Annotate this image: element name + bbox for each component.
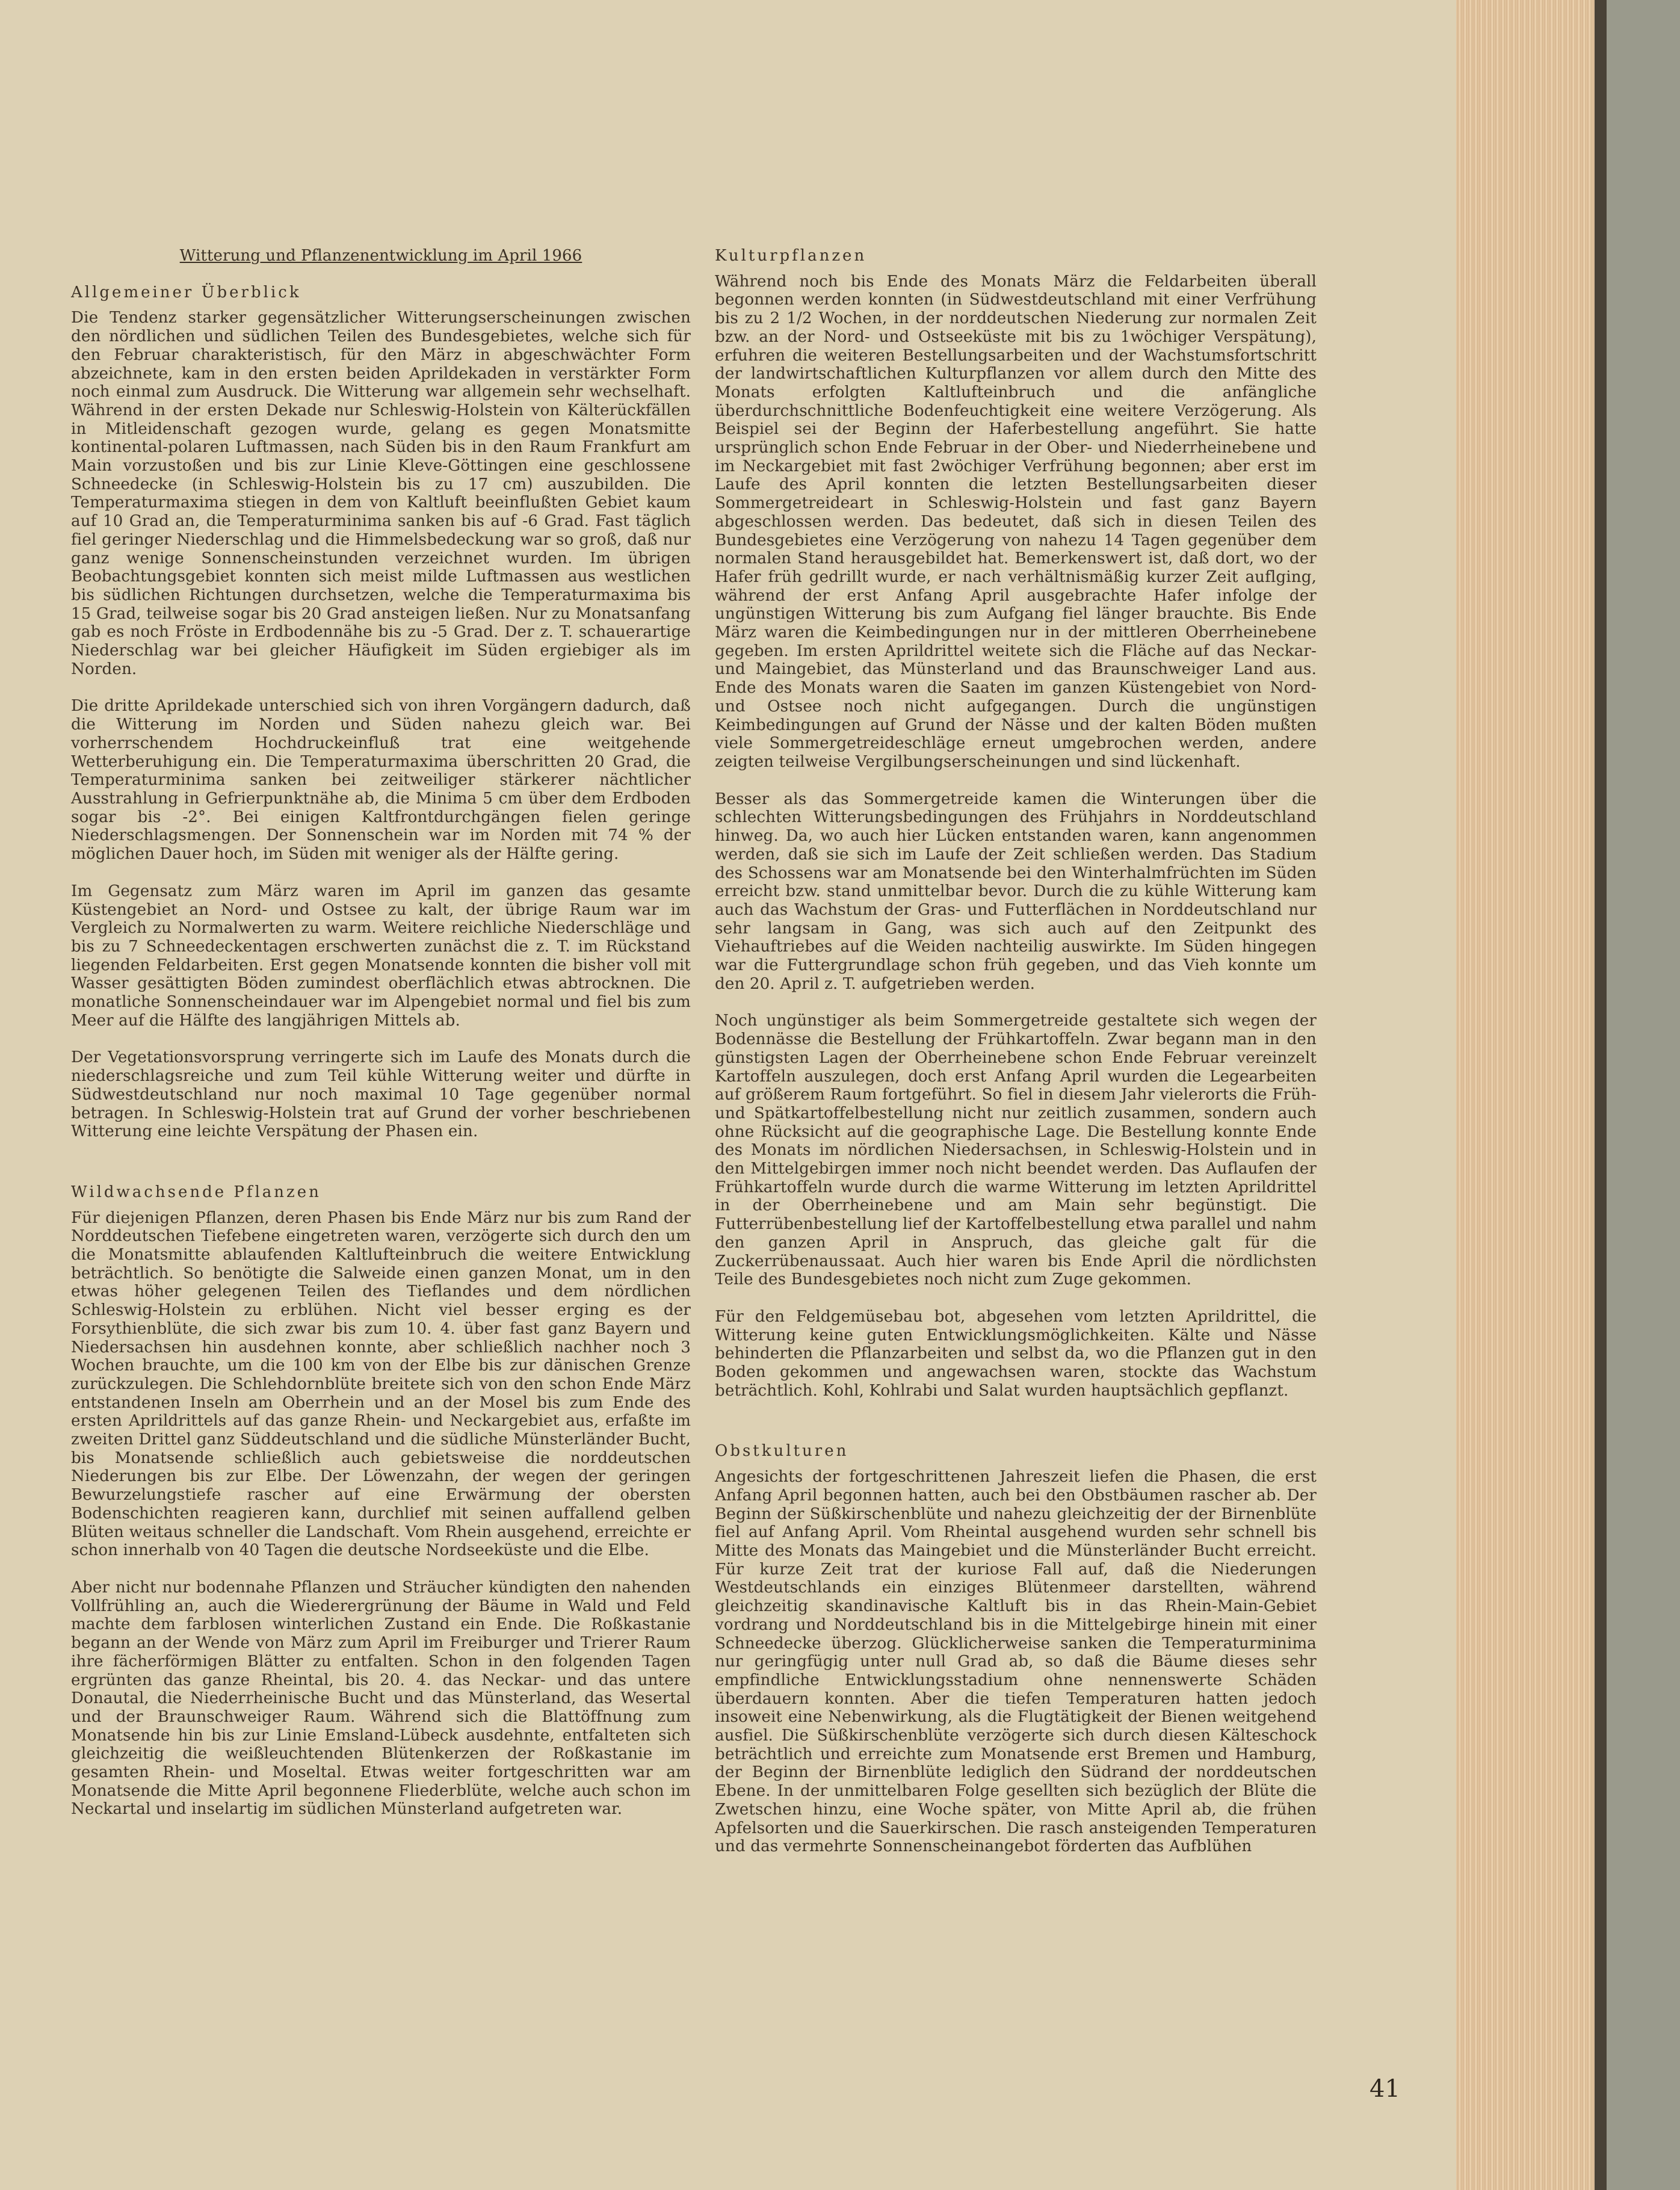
right-column xyxy=(715,247,1317,1875)
section-heading-obstkulturen: Obstkulturen xyxy=(715,1442,849,1461)
cover-shadow xyxy=(1595,0,1607,2190)
paragraph: Während noch bis Ende des Monats März die Feldarbeiten überall begonnen werden konnten (in Südwestdeutschland mit einer Verfrühung bis zu 2 1/2 Wochen, in der norddeutschen Niederung zur normalen Zeit bzw. an der Nord- und Ostseeküste mit bis zu 1wöchiger Verspätung), erfuhren die weiteren Bestellungsarbeiten und der Wachstumsfortschritt der landwirtschaftlichen Kulturpflanzen vor allem durch den Mitte des Monats erfolgten Kaltlufteinbruch und die anfängliche überdurchschnittliche Bodenfeuchtigkeit eine weitere Verzögerung. Als Beispiel sei der Beginn der Haferbestellung angeführt. Sie hatte ursprünglich schon Ende Februar in der Ober- und Niederrheinebene und im Neckargebiet mit fast 2wöchiger Verfrühung begonnen; aber erst im Laufe des April konnten die letzten Bestellungsarbeiten dieser Sommergetreideart in Schleswig-Holstein und fast ganz Bayern abgeschlossen werden. Das bedeutet, daß sich in diesen Teilen des Bundesgebietes eine Verzögerung von nahezu 14 Tagen gegenüber dem normalen Stand herausgebildet hat. Bemerkenswert ist, daß dort, wo der Hafer früh gedrillt wurde, er nach verhältnismäßig kurzer Zeit auflging, während der erst Anfang April ausgebrachte Hafer infolge der ungünstigen Witterung bis zum Aufgang fiel länger brauchte. Bis Ende März waren die Keimbedingungen nur in der mittleren Oberrheinebene gegeben. Im ersten Aprildrittel weitete sich die Fläche auf das Neckar- und Maingebiet, das Münsterland und das Braunschweiger Land aus. Ende des Monats waren die Saaten im ganzen Küstengebiet von Nord- und Ostsee noch nicht aufgegangen. Durch die ungünstigen Keimbedingungen auf Grund der Nässe und der kalten Böden mußten viele Sommergetreideschläge erneut umgebrochen werden, andere zeigten teilweise Vergilbungserscheinungen und sind lückenhaft. xyxy=(715,272,1317,771)
book-page-edges xyxy=(1456,0,1595,2190)
paragraph: Die Tendenz starker gegensätzlicher Witterungserscheinungen zwischen den nördlichen und südlichen Teilen des Bundesgebietes, welche sich für den Februar charakteristisch, für den März in abgeschwächter Form abzeichnete, kam in den ersten beiden Aprildekaden in verstärkter Form noch einmal zum Ausdruck. Die Witterung war allgemein sehr wechselhaft. Während in der ersten Dekade nur Schleswig-Holstein von Kälterückfällen in Mitleidenschaft gezogen wurde, gelang es gegen Monatsmitte kontinental-polaren Luftmassen, nach Süden bis in den Raum Frankfurt am Main vorzustoßen und bis zur Linie Kleve-Göttingen eine geschlossene Schneedecke (in Schleswig-Holstein bis zu 17 cm) auszubilden. Die Temperaturmaxima stiegen in dem von Kaltluft beeinflußten Gebiet kaum auf 10 Grad an, die Temperaturminima sanken bis auf -6 Grad. Fast täglich fiel geringer Niederschlag und die Himmelsbedeckung war so groß, daß nur ganz wenige Sonnenscheinstunden verzeichnet wurden. Im übrigen Beobachtungsgebiet konnten sich meist milde Luftmassen aus westlichen bis südlichen Richtungen durchsetzen, welche die Temperaturmaxima bis 15 Grad, teilweise sogar bis 20 Grad ansteigen ließen. Nur zu Monatsanfang gab es noch Fröste in Erdbodennähe bis zu -5 Grad. Der z. T. schauerartige Niederschlag war bei gleicher Häufigkeit im Süden ergiebiger als im Norden. xyxy=(71,309,691,678)
article-title: Witterung und Pflanzenentwicklung im April 1966 xyxy=(179,247,582,265)
book-cover xyxy=(1595,0,1680,2190)
paragraph: Für diejenigen Pflanzen, deren Phasen bis Ende März nur bis zum Rand der Norddeutschen Tiefebene eingetreten waren, verzögerte sich durch den um die Monatsmitte ablaufenden Kaltlufteinbruch die weitere Entwicklung beträchtlich. So benötigte die Salweide einen ganzen Monat, um in den etwas höher gelegenen Teilen des Tieflandes und dem nördlichen Schleswig-Holstein zu erblühen. Nicht viel besser erging es der Forsythienblüte, die sich zwar bis zum 10. 4. über fast ganz Bayern und Niedersachsen hin ausdehnen konnte, aber schließlich nachher noch 3 Wochen brauchte, um die 100 km von der Elbe bis zur dänischen Grenze zurückzulegen. Die Schlehdornblüte breitete sich von den schon Ende März entstandenen Inseln am Oberrhein und an der Mosel bis zum Ende des ersten Aprildrittels auf das ganze Rhein- und Neckargebiet aus, erfaßte im zweiten Drittel ganz Süddeutschland und die südliche Münsterländer Bucht, bis Monatsende schließlich auch gebietsweise die norddeutschen Niederungen bis zur Elbe. Der Löwenzahn, der wegen der geringen Bewurzelungstiefe rascher auf eine Erwärmung der obersten Bodenschichten reagieren kann, durchlief mit seinen auffallend gelben Blüten weitaus schneller die Landschaft. Vom Rhein ausgehend, erreichte er schon innerhalb von 40 Tagen die deutsche Nordseeküste und die Elbe. xyxy=(71,1208,691,1560)
paragraph: Angesichts der fortgeschrittenen Jahreszeit liefen die Phasen, die erst Anfang April begonnen hatten, auch bei den Obstbäumen rascher ab. Der Beginn der Süßkirschenblüte und nahezu gleichzeitig der der Birnenblüte fiel auf Anfang April. Vom Rheintal ausgehend wurden sehr schnell bis Mitte des Monats das Maingebiet und die Münsterländer Bucht erreicht. Für kurze Zeit trat der kuriose Fall auf, daß die Niederungen Westdeutschlands ein einziges Blütenmeer darstellten, während gleichzeitig skandinavische Kaltluft bis in das Rhein-Main-Gebiet vordrang und Norddeutschland bis in die Mittelgebirge hinein mit einer Schneedecke überzog. Glücklicherweise sanken die Temperaturminima nur geringfügig unter null Grad ab, so daß die Bäume dieses sehr empfindliche Entwicklungsstadium ohne nennenswerte Schäden überdauern konnten. Aber die tiefen Temperaturen hatten jedoch insoweit eine Nebenwirkung, als die Flugtätigkeit der Bienen weitgehend ausfiel. Die Süßkirschenblüte verzögerte sich durch diesen Kälteschock beträchtlich und erreichte zum Monatsende erst Bremen und Hamburg, der Beginn der Birnenblüte lediglich den Südrand der norddeutschen Ebene. In der unmittelbaren Folge gesellten sich bezüglich der Blüte die Zwetschen hinzu, eine Woche später, von Mitte April ab, die frühen Apfelsorten und die Sauerkirschen. Die rasch ansteigenden Temperaturen und das vermehrte Sonnenscheinangebot förderten das Aufblühen xyxy=(715,1468,1317,1856)
paragraph: Noch ungünstiger als beim Sommergetreide gestaltete sich wegen der Bodennässe die Bestellung der Frühkartoffeln. Zwar begann man in den günstigsten Lagen der Oberrheinebene schon Ende Februar vereinzelt Kartoffeln auszulegen, doch erst Anfang April wurden die Legearbeiten auf größerem Raum fortgeführt. So fiel in diesem Jahr vielerorts die Früh- und Spätkartoffelbestellung nicht nur zeitlich zusammen, sondern auch ohne Rücksicht auf die geographische Lage. Die Bestellung konnte Ende des Monats im nördlichen Niedersachsen, in Schleswig-Holstein und in den Mittelgebirgen immer noch nicht beendet werden. Das Auflaufen der Frühkartoffeln wurde durch die warme Witterung im letzten Aprildrittel in der Oberrheinebene und am Main sehr begünstigt. Die Futterrübenbestellung lief der Kartoffelbestellung etwa parallel und nahm den ganzen April in Anspruch, das gleiche galt für die Zuckerrübenaussaat. Auch hier waren bis Ende April die nördlichsten Teile des Bundesgebietes noch nicht zum Zuge gekommen. xyxy=(715,1012,1317,1289)
paragraph: Die dritte Aprildekade unterschied sich von ihren Vorgängern dadurch, daß die Witterung im Norden und Süden nahezu gleich war. Bei vorherrschendem Hochdruckeinfluß trat eine weitgehende Wetterberuhigung ein. Die Temperaturmaxima überschritten 20 Grad, die Temperaturminima sanken bei zeitweiliger stärkerer nächtlicher Ausstrahlung in Gefrierpunktnähe ab, die Minima 5 cm über dem Erdboden sogar bis -2°. Bei einigen Kaltfrontdurchgängen fielen geringe Niederschlagsmengen. Der Sonnenschein war im Norden mit 74 % der möglichen Dauer hoch, im Süden mit weniger als der Hälfte gering. xyxy=(71,697,691,864)
section-heading-wildwachsende-pflanzen: Wildwachsende Pflanzen xyxy=(71,1183,321,1201)
page-number: 41 xyxy=(1370,2075,1400,2103)
paragraph: Besser als das Sommergetreide kamen die Winterungen über die schlechten Witterungsbedingungen des Frühjahrs in Norddeutschland hinweg. Da, wo auch hier Lücken entstanden waren, kann angenommen werden, daß sie sich im Laufe der Zeit schließen werden. Das Stadium des Schossens war am Monatsende bei den Winterhalmfrüchten im Süden erreicht bzw. stand unmittelbar bevor. Durch die zu kühle Witterung kam auch das Wachstum der Gras- und Futterflächen in Norddeutschland nur sehr langsam in Gang, was sich auch auf den Zeitpunkt des Viehauftriebes auf die Weiden nachteilig auswirkte. Im Süden hingegen war die Futtergrundlage schon früh gegeben, und das Vieh konnte um den 20. April z. T. aufgetrieben werden. xyxy=(715,790,1317,993)
paragraph: Im Gegensatz zum März waren im April im ganzen das gesamte Küstengebiet an Nord- und Ostsee zu kalt, der übrige Raum war im Vergleich zu Normalwerten zu warm. Weitere reichliche Niederschläge und bis zu 7 Schneedeckentagen erschwerten zunächst die z. T. im Rückstand liegenden Feldarbeiten. Erst gegen Monatsende konnten die bisher voll mit Wasser gesättigten Böden zumindest oberflächlich etwas abtrocknen. Die monatliche Sonnenscheindauer war im Alpengebiet normal und fiel bis zum Meer auf die Hälfte des langjährigen Mittels ab. xyxy=(71,882,691,1030)
section-heading-kulturpflanzen: Kulturpflanzen xyxy=(715,247,867,265)
left-column xyxy=(71,247,691,1837)
section-heading-allgemeiner-ueberblick: Allgemeiner Überblick xyxy=(71,283,301,302)
paragraph: Für den Feldgemüsebau bot, abgesehen vom letzten Aprildrittel, die Witterung keine guten Entwicklungsmöglichkeiten. Kälte und Nässe behinderten die Pflanzarbeiten und selbst da, wo die Pflanzen gut in den Boden gekommen und angewachsen waren, stockte das Wachstum beträchtlich. Kohl, Kohlrabi und Salat wurden hauptsächlich gepflanzt. xyxy=(715,1307,1317,1400)
paragraph: Der Vegetationsvorsprung verringerte sich im Laufe des Monats durch die niederschlagsreiche und zum Teil kühle Witterung weiter und dürfte in Südwestdeutschland nur noch maximal 10 Tage gegenüber normal betragen. In Schleswig-Holstein trat auf Grund der vorher beschriebenen Witterung eine leichte Verspätung der Phasen ein. xyxy=(71,1048,691,1141)
paragraph: Aber nicht nur bodennahe Pflanzen und Sträucher kündigten den nahenden Vollfrühling an, auch die Wiederergrünung der Bäume in Wald und Feld machte dem farblosen winterlichen Zustand ein Ende. Die Roßkastanie begann an der Wende von März zum April im Freiburger und Trierer Raum ihre fächerförmigen Blätter zu entfalten. Schon in den folgenden Tagen ergrünten das ganze Rheintal, bis 20. 4. das Neckar- und das untere Donautal, die Niederrheinische Bucht und das Münsterland, das Wesertal und der Braunschweiger Raum. Während sich die Blattöffnung zum Monatsende hin bis zur Linie Emsland-Lübeck ausdehnte, entfalteten sich gleichzeitig die weißleuchtenden Blütenkerzen der Roßkastanie im gesamten Rhein- und Moseltal. Etwas weiter fortgeschritten war am Monatsende die Mitte April begonnene Fliederblüte, welche auch schon im Neckartal und inselartig im südlichen Münsterland aufgetreten war. xyxy=(71,1579,691,1819)
